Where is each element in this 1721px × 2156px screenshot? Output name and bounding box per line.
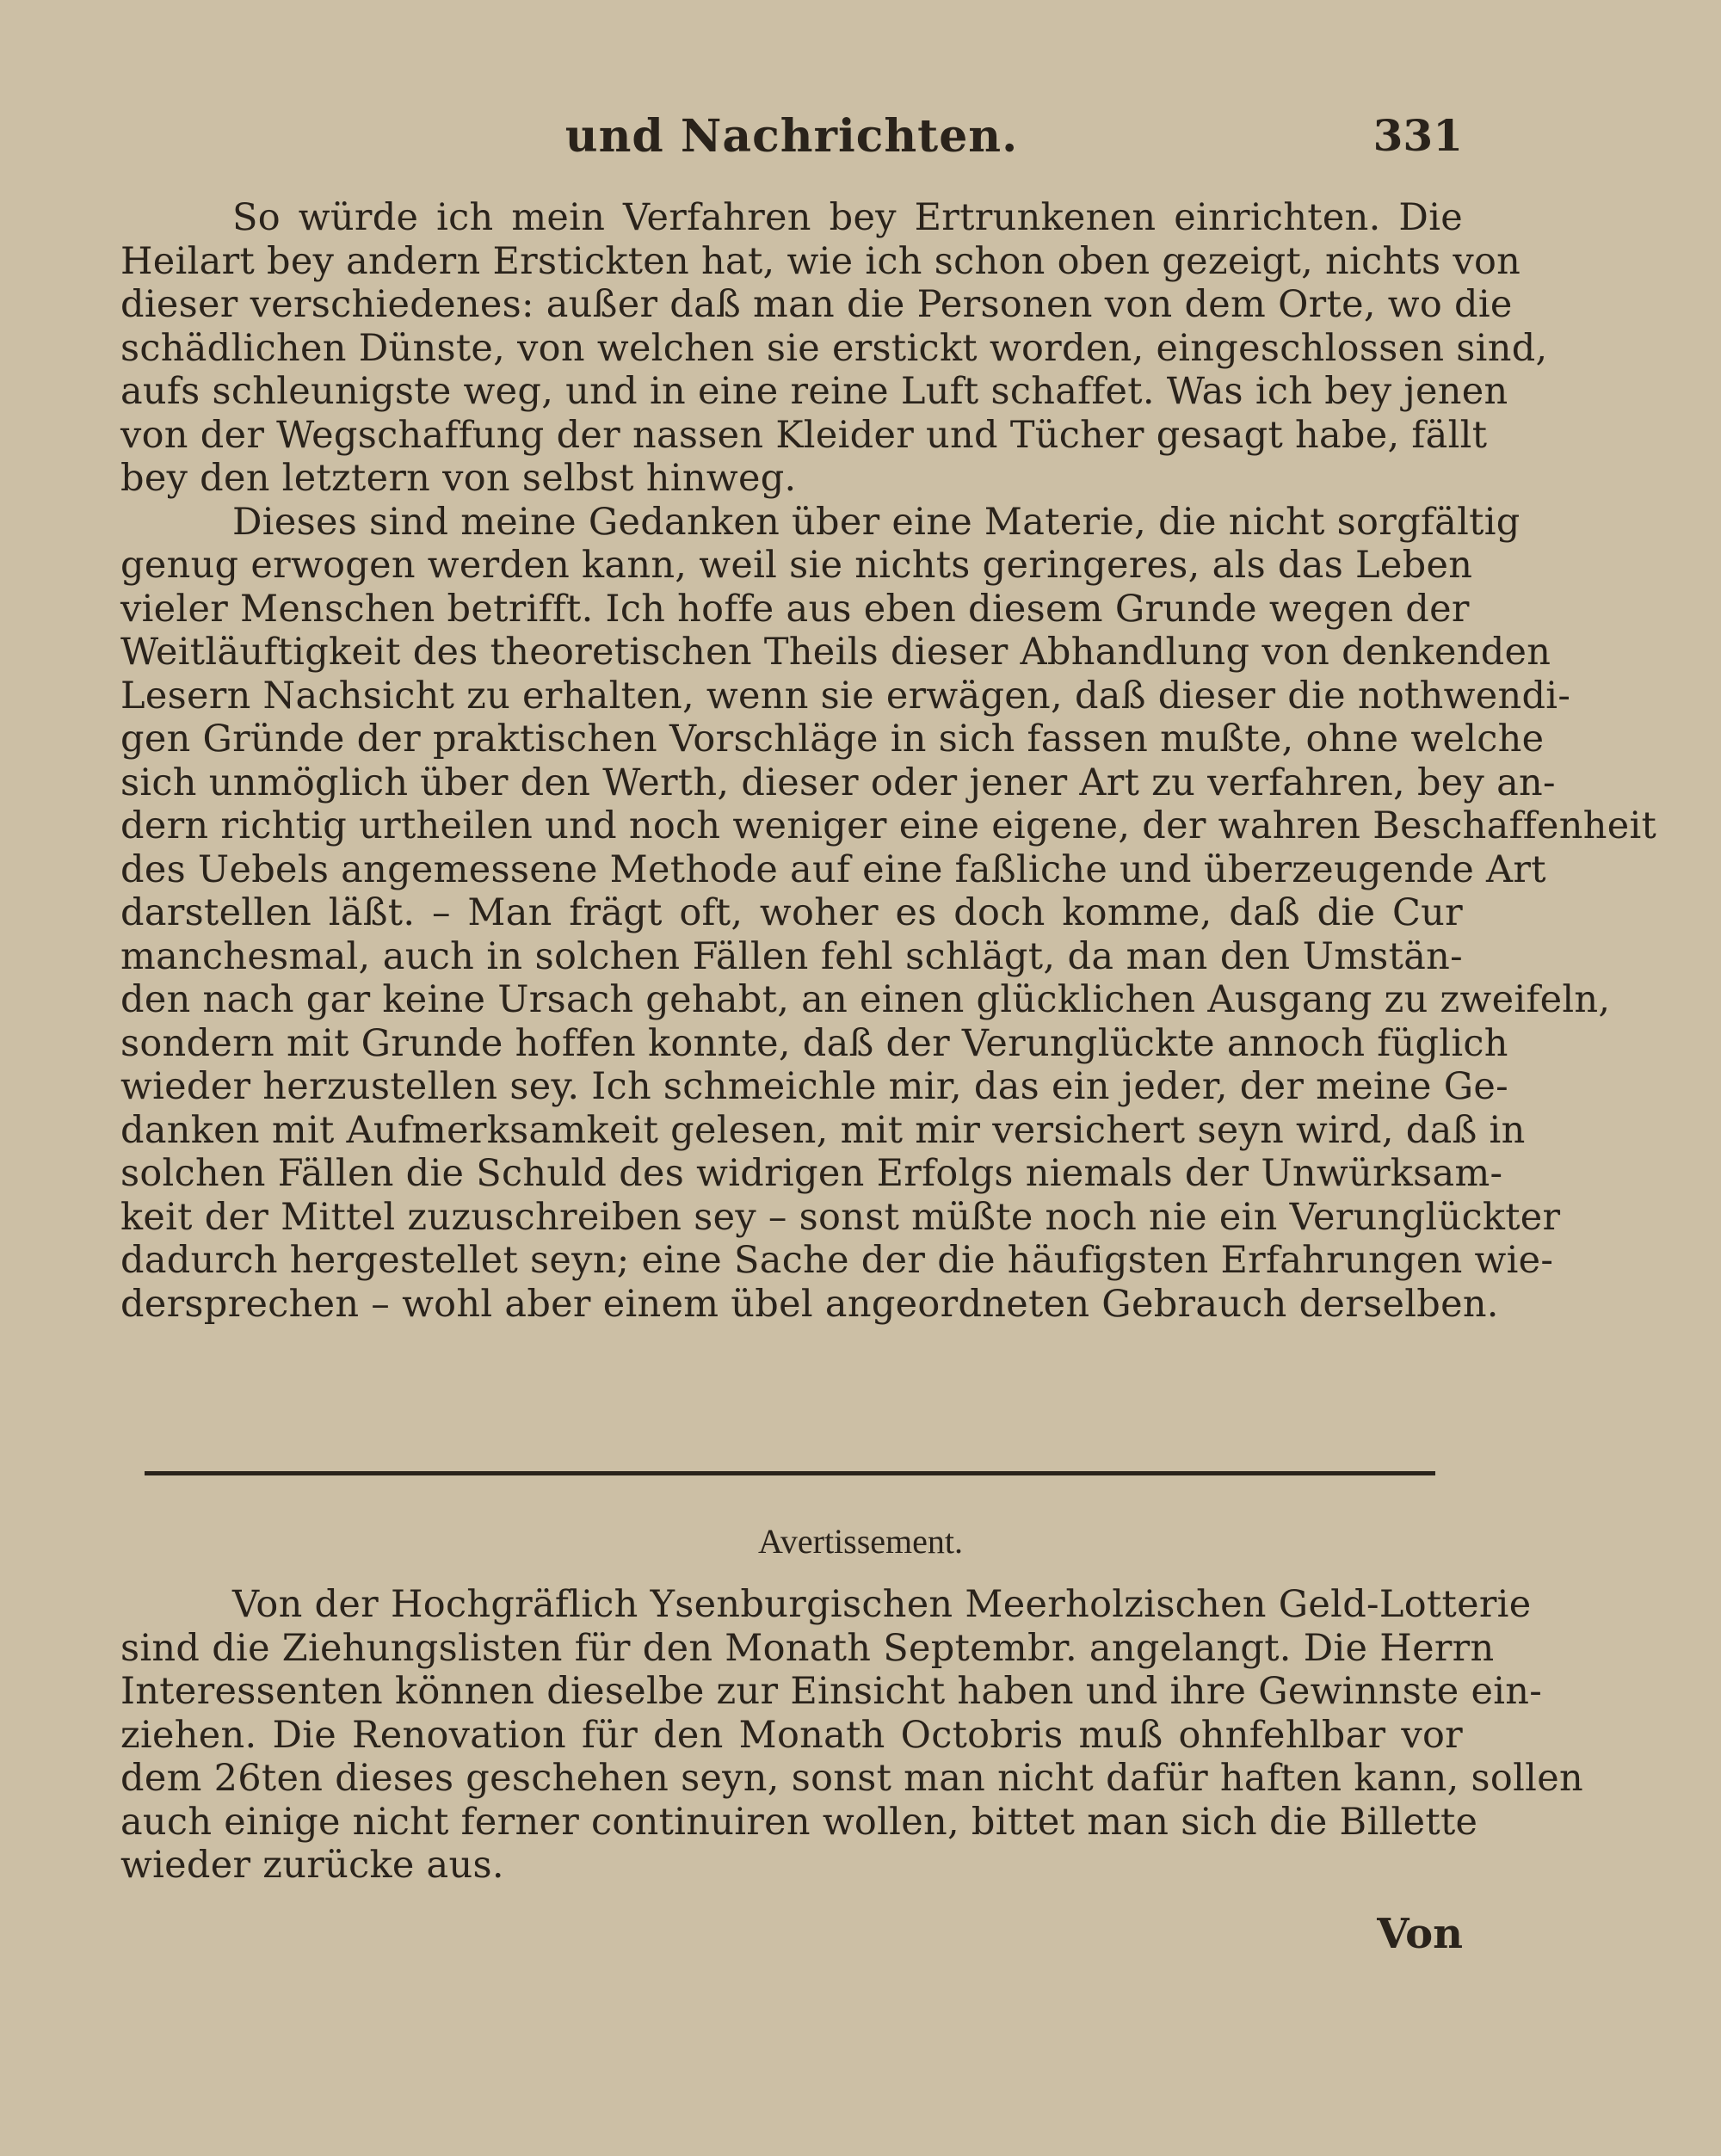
section-divider (145, 1471, 1435, 1475)
text-line: wieder herzustellen sey. Ich schmeichle mir, das ein jeder, der meine Ge- (120, 1065, 1508, 1108)
text-line: dern richtig urtheilen und noch weniger eine eigene, der wahren Beschaffenheit (120, 804, 1657, 847)
text-line: aufs schleunigste weg, und in eine reine Luft schaffet. Was ich bey jenen (120, 370, 1508, 413)
text-line: keit der Mittel zuzuschreiben sey – sonst müßte noch nie ein Verunglückter (120, 1195, 1561, 1239)
text-line: Interessenten können dieselbe zur Einsicht haben und ihre Gewinnste ein- (120, 1670, 1543, 1713)
text-line: Von der Hochgräflich Ysenburgischen Meerholzischen Geld-Lotterie (232, 1583, 1532, 1626)
text-line: Heilart bey andern Erstickten hat, wie ich schon oben gezeigt, nichts von (120, 239, 1521, 283)
text-line: gen Gründe der praktischen Vorschläge in sich fassen mußte, ohne welche (120, 718, 1545, 761)
text-line: bey den letztern von selbst hinweg. (120, 457, 797, 500)
text-line: danken mit Aufmerksamkeit gelesen, mit mir versichert seyn wird, daß in (120, 1108, 1526, 1152)
text-line: manchesmal, auch in solchen Fällen fehl schlägt, da man den Umstän- (120, 934, 1463, 978)
text-line: sondern mit Grunde hoffen konnte, daß der Verunglückte annoch füglich (120, 1021, 1508, 1065)
text-line: schädlichen Dünste, von welchen sie erstickt worden, eingeschlossen sind, (120, 326, 1548, 370)
text-line: dieser verschiedenes: außer daß man die Personen von dem Orte, wo die (120, 283, 1513, 326)
page-number: 331 (1372, 110, 1463, 161)
catchword: Von (1377, 1910, 1463, 1958)
text-line: darstellen läßt. – Man frägt oft, woher es doch komme, daß die Cur (120, 891, 1463, 934)
text-line: dersprechen – wohl aber einem übel angeordneten Gebrauch derselben. (120, 1282, 1499, 1326)
avertissement-text-block (120, 1583, 1583, 1888)
text-line: Dieses sind meine Gedanken über eine Materie, die nicht sorgfältig (232, 500, 1521, 544)
text-line: genug erwogen werden kann, weil sie nichts geringeres, als das Leben (120, 544, 1473, 587)
text-line: den nach gar keine Ursach gehabt, an einen glücklichen Ausgang zu zweifeln, (120, 978, 1611, 1021)
text-line: des Uebels angemessene Methode auf eine faßliche und überzeugende Art (120, 847, 1546, 891)
text-line: auch einige nicht ferner continuiren wollen, bittet man sich die Billette (120, 1800, 1478, 1844)
text-line: So würde ich mein Verfahren bey Ertrunkenen einrichten. Die (232, 196, 1463, 239)
text-line: Lesern Nachsicht zu erhalten, wenn sie erwägen, daß dieser die nothwendi- (120, 674, 1571, 718)
text-line: von der Wegschaffung der nassen Kleider und Tücher gesagt habe, fällt (120, 413, 1488, 457)
text-line: dem 26ten dieses geschehen seyn, sonst man nicht dafür haften kann, sollen (120, 1757, 1583, 1800)
text-line: solchen Fällen die Schuld des widrigen Erfolgs niemals der Unwürksam- (120, 1152, 1503, 1195)
text-line: Weitläuftigkeit des theoretischen Theils dieser Abhandlung von denkenden (120, 631, 1551, 674)
text-line: sind die Ziehungslisten für den Monath Septembr. angelangt. Die Herrn (120, 1626, 1495, 1670)
text-line: sich unmöglich über den Werth, dieser oder jener Art zu verfahren, bey an- (120, 761, 1556, 804)
text-line: ziehen. Die Renovation für den Monath Octobris muß ohnfehlbar vor (120, 1713, 1463, 1757)
page-header (120, 110, 1463, 162)
text-line: wieder zurücke aus. (120, 1844, 504, 1887)
text-line: vieler Menschen betrifft. Ich hoffe aus eben diesem Grunde wegen der (120, 587, 1470, 631)
avertissement-heading: Avertissement. (757, 1522, 964, 1561)
running-title: und Nachrichten. (564, 110, 1019, 163)
text-line: dadurch hergestellet seyn; eine Sache der die häufigsten Erfahrungen wie- (120, 1239, 1554, 1282)
main-text-block (120, 196, 1657, 1326)
